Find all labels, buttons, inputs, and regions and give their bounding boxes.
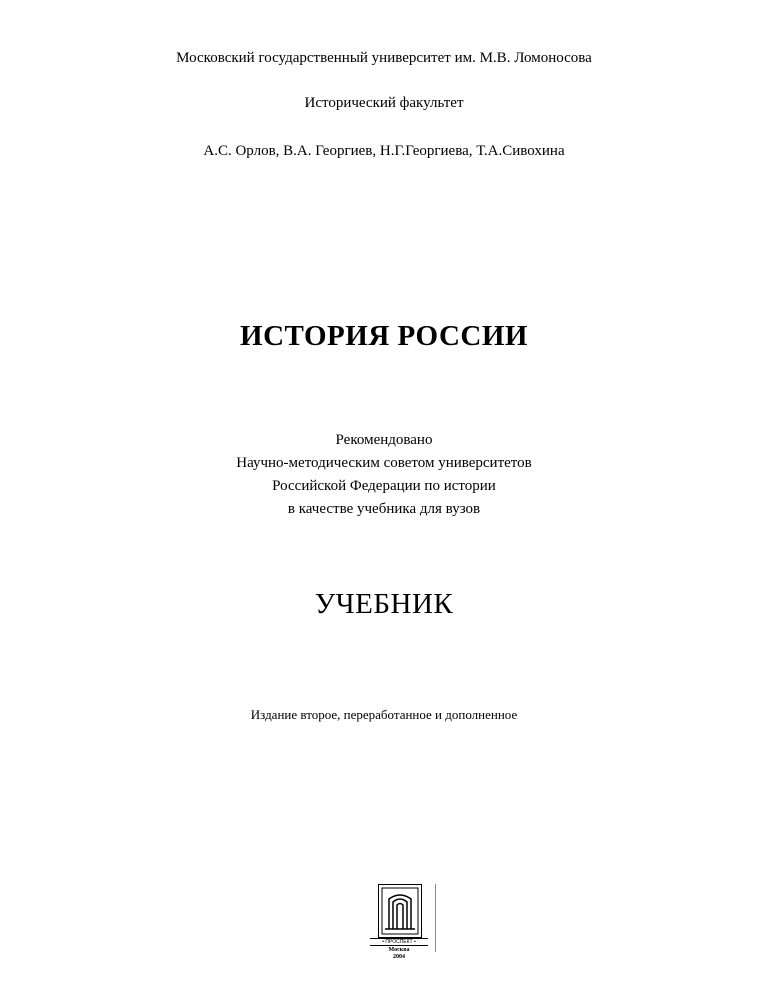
university-name: Московский государственный университет им. М.В. Ломоносова xyxy=(176,50,592,66)
publisher-name: • ПРОСПЕКТ • xyxy=(370,938,428,946)
publication-year: 2004 xyxy=(393,954,405,960)
book-title: ИСТОРИЯ РОССИИ xyxy=(240,320,528,352)
recommendation-line-4: в качестве учебника для вузов xyxy=(287,501,481,517)
publisher-logo xyxy=(370,884,438,960)
recommendation-line-1: Рекомендовано xyxy=(335,432,433,448)
prospekt-building-logo-icon xyxy=(378,884,422,938)
faculty-name: Исторический факультет xyxy=(304,95,464,111)
recommendation-line-3: Российской Федерации по истории xyxy=(272,478,496,494)
edition-note: Издание второе, переработанное и дополненное xyxy=(250,707,518,722)
publisher-city: Москва xyxy=(388,947,410,953)
recommendation-line-2: Научно-методическим советом университетов xyxy=(236,455,532,471)
book-type: УЧЕБНИК xyxy=(314,588,454,620)
authors-line: А.С. Орлов, В.А. Георгиев, Н.Г.Георгиева, Т.А.Сивохина xyxy=(203,143,565,159)
divider xyxy=(435,884,436,952)
recommendation-block xyxy=(0,429,768,521)
